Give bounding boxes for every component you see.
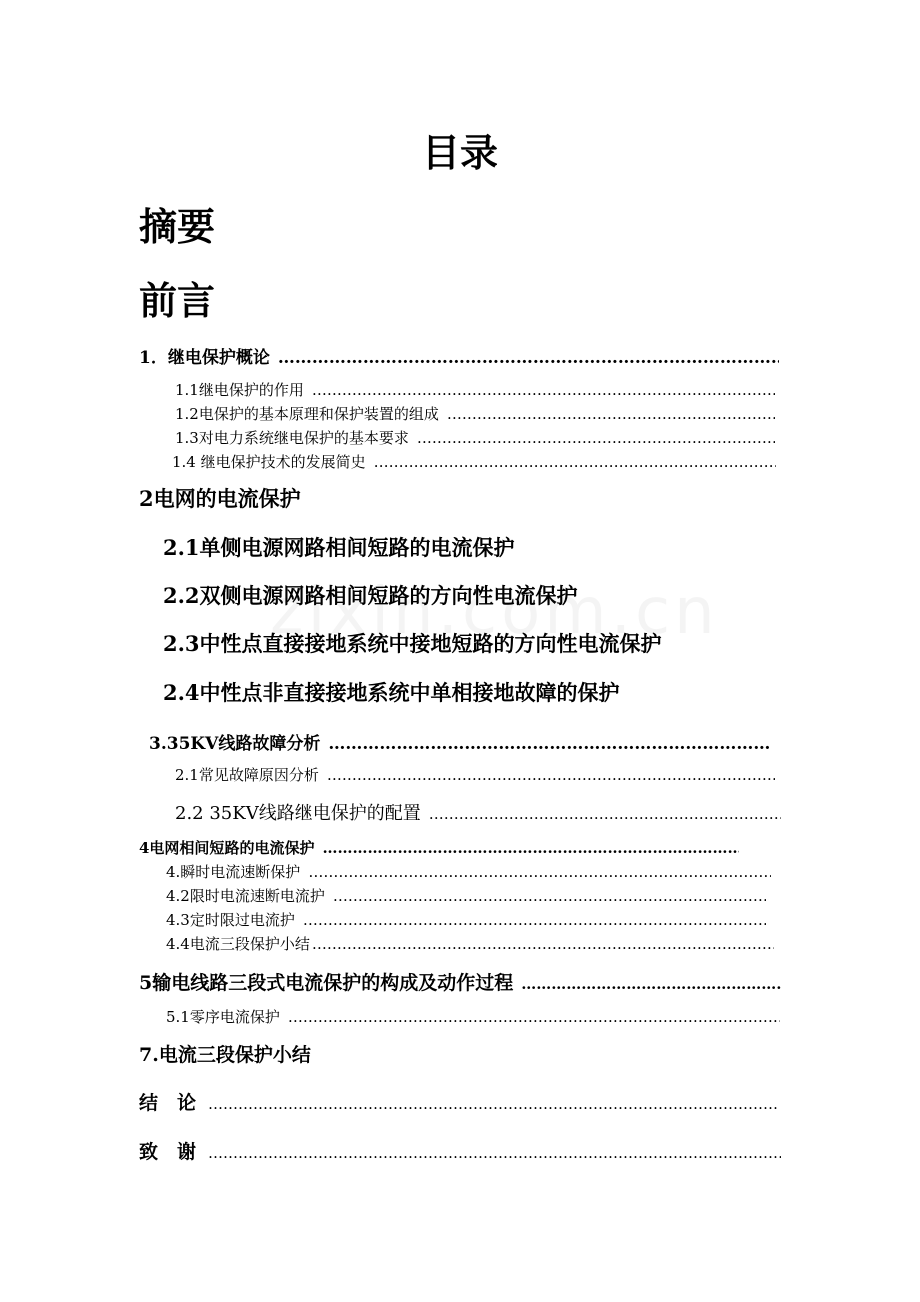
toc-entry-ch4 (139, 837, 739, 858)
toc-leader-dots (278, 348, 779, 368)
toc-leader-dots (303, 911, 766, 929)
toc-entry-ch4-2 (166, 885, 766, 906)
toc-entry-label: 3.35KV线路故障分析 (149, 734, 321, 754)
toc-entry-label: 1.1继电保护的作用 (175, 381, 304, 399)
toc-entry-ch2-1 (163, 532, 515, 562)
toc-entry-ch4-1 (166, 861, 771, 882)
page-title: 目录 (421, 130, 498, 175)
toc-entry-label: 4.3定时限过电流护 (166, 911, 295, 929)
toc-entry-label: 2.1单侧电源网路相间短路的电流保护 (163, 535, 515, 560)
toc-entry-ch3-1 (175, 764, 775, 785)
toc-leader-dots (327, 766, 775, 784)
toc-entry-label: 7.电流三段保护小结 (139, 1044, 311, 1066)
toc-entry-conclusion (139, 1088, 777, 1115)
toc-entry-label: 5输电线路三段式电流保护的构成及动作过程 (139, 972, 514, 994)
toc-leader-dots (322, 839, 739, 857)
toc-entry-ch4-3 (166, 909, 766, 930)
toc-entry-ch2-2 (163, 580, 578, 610)
toc-leader-dots (208, 1144, 781, 1162)
toc-leader-dots (417, 429, 775, 447)
toc-entry-ch3-2 (175, 799, 781, 825)
toc-entry-label: 2.3中性点直接接地系统中接地短路的方向性电流保护 (163, 631, 662, 656)
toc-entry-ch1-1 (175, 379, 775, 400)
toc-leader-dots (312, 935, 774, 953)
toc-leader-dots (429, 805, 781, 823)
toc-entry-ch1-3 (175, 427, 775, 448)
toc-entry-label: 4.瞬时电流速断保护 (166, 863, 301, 881)
toc-entry-label: 1.3对电力系统继电保护的基本要求 (175, 429, 409, 447)
toc-entry-label: 2.2双侧电源网路相间短路的方向性电流保护 (163, 583, 578, 608)
toc-entry-ch7 (139, 1040, 311, 1067)
toc-entry-ch5 (139, 968, 781, 995)
toc-entry-label: 2.1常见故障原因分析 (175, 766, 319, 784)
toc-entry-ch1 (139, 343, 779, 368)
toc-entry-ch2-4 (163, 677, 620, 707)
toc-leader-dots (208, 1095, 777, 1113)
toc-entry-label: 1.2电保护的基本原理和保护装置的组成 (175, 405, 439, 423)
toc-entry-label: 1.4 继电保护技术的发展简史 (172, 453, 366, 471)
toc-entry-label: 致 谢 (139, 1141, 197, 1163)
toc-leader-dots (328, 734, 771, 754)
toc-entry-label: 5.1零序电流保护 (166, 1008, 280, 1026)
toc-entry-label: 1．继电保护概论 (139, 348, 270, 368)
toc-entry-ch2 (139, 483, 301, 513)
toc-entry-label: 2电网的电流保护 (139, 486, 301, 511)
toc-entry-label: 4.4电流三段保护小结 (166, 935, 310, 953)
toc-entry-label: 结 论 (139, 1092, 197, 1114)
toc-leader-dots (521, 975, 781, 993)
toc-leader-dots (288, 1008, 780, 1026)
toc-abstract: 摘要 (139, 204, 216, 249)
toc-entry-ch1-2 (175, 403, 775, 424)
toc-entry-ch3 (149, 729, 771, 754)
toc-entry-label: 4.2限时电流速断电流护 (166, 887, 325, 905)
toc-entry-ch4-4 (166, 933, 774, 954)
toc-leader-dots (312, 381, 775, 399)
toc-leader-dots (333, 887, 766, 905)
toc-entry-ch2-3 (163, 628, 662, 658)
toc-leader-dots (374, 453, 776, 471)
toc-entry-ch1-4 (172, 451, 776, 472)
toc-leader-dots (308, 863, 771, 881)
toc-entry-label: 4电网相间短路的电流保护 (139, 839, 315, 857)
toc-entry-ch5-1 (166, 1006, 780, 1027)
toc-leader-dots (447, 405, 775, 423)
toc-preface: 前言 (139, 278, 216, 323)
toc-entry-label: 2.2 35KV线路继电保护的配置 (175, 803, 421, 824)
toc-entry-thanks (139, 1137, 781, 1164)
toc-entry-label: 2.4中性点非直接接地系统中单相接地故障的保护 (163, 680, 620, 705)
